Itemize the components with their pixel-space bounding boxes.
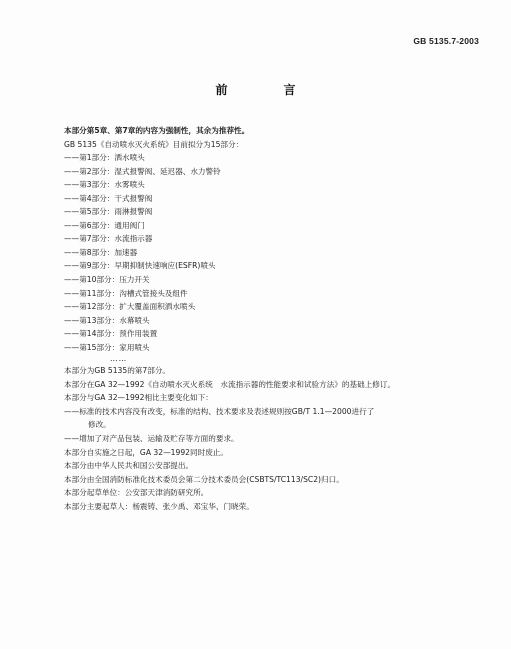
list-item: ——第8部分：加速器 bbox=[64, 247, 138, 257]
list-item: ——第7部分：水流指示器 bbox=[64, 234, 153, 244]
foreword-body bbox=[64, 124, 484, 513]
page-title: 前 言 bbox=[215, 83, 318, 97]
text-line: 本部分在GA 32—1992《自动喷水灭火系统 水流指示器的性能要求和试验方法》的基础上修订。 bbox=[64, 379, 396, 389]
list-item: ——第5部分：雨淋报警阀 bbox=[64, 207, 153, 217]
text-line: 本部分为GB 5135的第7部分。 bbox=[64, 366, 171, 376]
list-item: ——第9部分：早期抑制快速响应(ESFR)喷头 bbox=[64, 261, 216, 271]
text-line: GB 5135《自动喷水灭火系统》目前拟分为15部分： bbox=[64, 139, 244, 149]
list-item: ——第12部分：扩大覆盖面积洒水喷头 bbox=[64, 302, 196, 312]
list-item: ——第15部分：家用喷头 bbox=[64, 342, 150, 352]
text-line-continuation: 修改。 bbox=[88, 420, 111, 430]
list-item: ——第4部分：干式报警阀 bbox=[64, 193, 153, 203]
text-line: 本部分主要起草人：杨震铸、张少禹、邓宝华、门晓荣。 bbox=[64, 501, 254, 511]
list-item: ——第6部分：通用阀门 bbox=[64, 220, 145, 230]
ellipsis: …… bbox=[110, 354, 128, 364]
list-item: ——第10部分：压力开关 bbox=[64, 275, 150, 285]
list-item: ——第3部分：水雾喷头 bbox=[64, 180, 145, 190]
list-item: ——第2部分：湿式报警阀、延迟器、水力警铃 bbox=[64, 166, 221, 176]
list-item: ——第1部分：洒水喷头 bbox=[64, 153, 145, 163]
text-line: 本部分第5章、第7章的内容为强制性，其余为推荐性。 bbox=[64, 126, 250, 135]
list-item: ——第11部分：沟槽式管接头及组件 bbox=[64, 288, 188, 298]
text-line: 本部分与GA 32—1992相比主要变化如下： bbox=[64, 393, 213, 403]
list-item: ——第14部分：预作用装置 bbox=[64, 329, 158, 339]
list-item: ——增加了对产品包装、运输及贮存等方面的要求。 bbox=[64, 434, 239, 444]
list-item: ——第13部分：水幕喷头 bbox=[64, 315, 150, 325]
text-line: 本部分由全国消防标准化技术委员会第二分技术委员会(CSBTS/TC113/SC2)归口。 bbox=[64, 474, 344, 484]
standard-code: GB 5135.7-2003 bbox=[413, 36, 479, 46]
text-line: 本部分起草单位：公安部天津消防研究所。 bbox=[64, 488, 209, 498]
text-line: 本部分由中华人民共和国公安部提出。 bbox=[64, 461, 194, 471]
list-item: ——标准的技术内容没有改变，标准的结构、技术要求及表述规则按GB/T 1.1—2000进行了 bbox=[64, 406, 375, 416]
text-line: 本部分自实施之日起，GA 32—1992同时废止。 bbox=[64, 447, 228, 457]
